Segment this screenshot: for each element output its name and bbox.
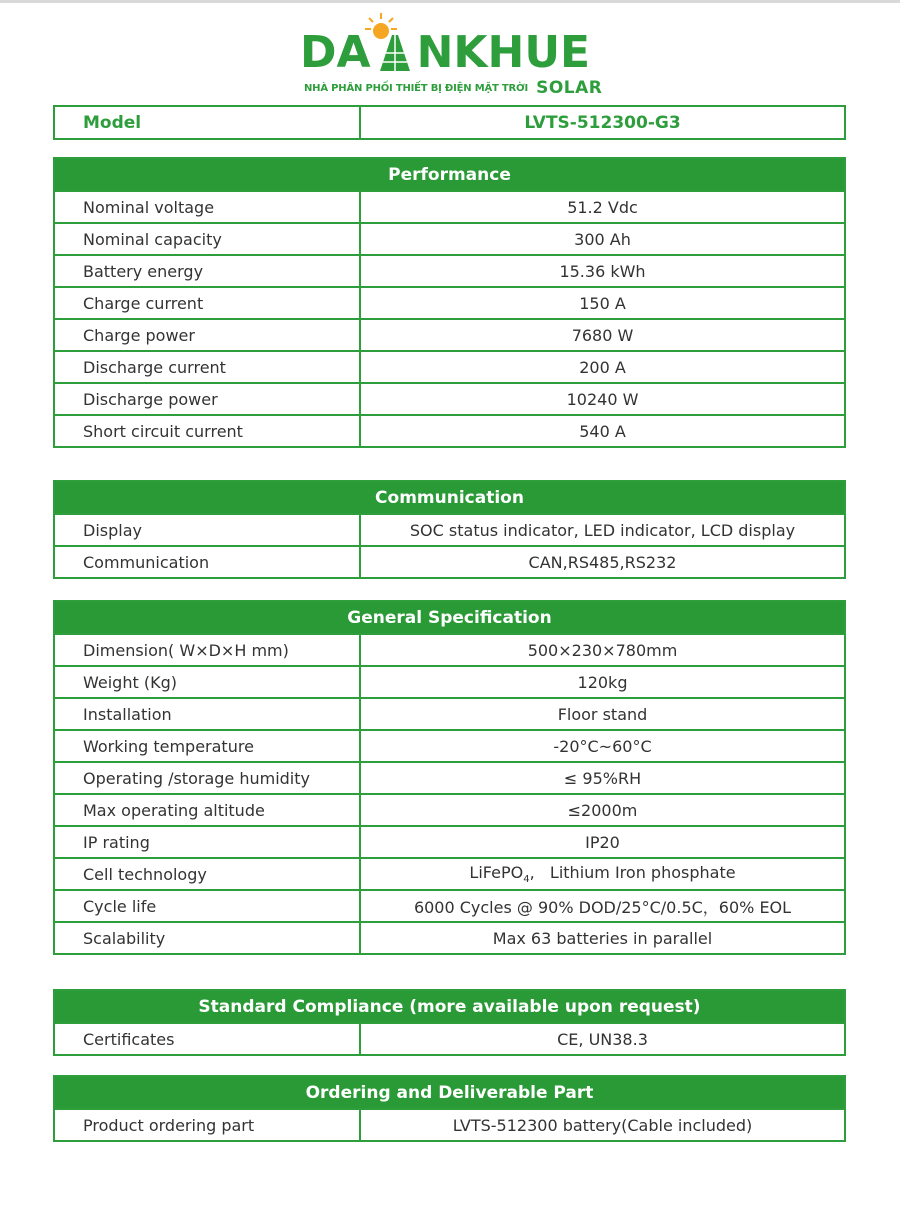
row-value: 300 Ah <box>360 223 845 255</box>
table-row <box>54 415 845 447</box>
row-value: Max 63 batteries in parallel <box>360 922 845 954</box>
row-label: Battery energy <box>54 255 360 287</box>
row-label: Certificates <box>54 1023 360 1055</box>
ordering-header: Ordering and Deliverable Part <box>54 1076 845 1109</box>
row-value: 540 A <box>360 415 845 447</box>
row-label: Cycle life <box>54 890 360 922</box>
row-label: Nominal capacity <box>54 223 360 255</box>
table-row <box>54 287 845 319</box>
row-label: Communication <box>54 546 360 578</box>
table-row <box>54 255 845 287</box>
model-value: LVTS-512300-G3 <box>360 106 845 139</box>
row-value: 6000 Cycles @ 90% DOD/25°C/0.5C，60% EOL <box>360 890 845 922</box>
table-row <box>54 546 845 578</box>
row-value: 500×230×780mm <box>360 634 845 666</box>
brand-left: DA <box>300 27 371 78</box>
table-row <box>54 890 845 922</box>
row-label: Working temperature <box>54 730 360 762</box>
logo <box>0 0 900 100</box>
row-label: Dimension( W×D×H mm) <box>54 634 360 666</box>
table-row <box>54 319 845 351</box>
table-row <box>54 634 845 666</box>
row-value: 150 A <box>360 287 845 319</box>
model-label: Model <box>54 106 360 139</box>
model-row <box>54 106 845 139</box>
cell-tech-subscript: 4 <box>523 874 530 886</box>
performance-table <box>53 157 846 448</box>
row-label: Max operating altitude <box>54 794 360 826</box>
compliance-table <box>53 989 846 1056</box>
tagline-text: NHÀ PHÂN PHỐI THIẾT BỊ ĐIỆN MẶT TRỜI <box>304 82 529 94</box>
general-spec-table <box>53 600 846 955</box>
cell-tech-formula: LiFePO <box>469 862 524 882</box>
table-row <box>54 922 845 954</box>
row-label: Charge current <box>54 287 360 319</box>
row-label: Product ordering part <box>54 1109 360 1141</box>
brand-wordmark <box>300 28 600 78</box>
table-row <box>54 666 845 698</box>
row-value: 10240 W <box>360 383 845 415</box>
performance-header: Performance <box>54 158 845 191</box>
row-label: Discharge current <box>54 351 360 383</box>
row-label: Charge power <box>54 319 360 351</box>
row-value: IP20 <box>360 826 845 858</box>
table-row <box>54 698 845 730</box>
row-label: Short circuit current <box>54 415 360 447</box>
table-row <box>54 383 845 415</box>
row-label: Cell technology <box>54 858 360 890</box>
table-row <box>54 191 845 223</box>
row-label: Scalability <box>54 922 360 954</box>
cell-tech-description: , Lithium Iron phosphate <box>529 862 736 882</box>
row-value: 51.2 Vdc <box>360 191 845 223</box>
row-value: LVTS-512300 battery(Cable included) <box>360 1109 845 1141</box>
table-row <box>54 858 845 890</box>
row-value: 120kg <box>360 666 845 698</box>
row-value: ≤2000m <box>360 794 845 826</box>
table-row <box>54 351 845 383</box>
row-value: 7680 W <box>360 319 845 351</box>
ordering-table <box>53 1075 846 1142</box>
communication-table <box>53 480 846 579</box>
row-value: -20°C~60°C <box>360 730 845 762</box>
model-table <box>53 105 846 140</box>
row-label: Weight (Kg) <box>54 666 360 698</box>
row-value: Floor stand <box>360 698 845 730</box>
tagline-solar: SOLAR <box>536 78 603 98</box>
table-row <box>54 762 845 794</box>
row-label: IP rating <box>54 826 360 858</box>
row-value: CE, UN38.3 <box>360 1023 845 1055</box>
table-row <box>54 794 845 826</box>
brand-right: NKHUE <box>416 27 591 78</box>
row-value: ≤ 95%RH <box>360 762 845 794</box>
table-row <box>54 223 845 255</box>
row-label: Discharge power <box>54 383 360 415</box>
solar-panel-icon <box>372 33 416 73</box>
compliance-header: Standard Compliance (more available upon request) <box>54 990 845 1023</box>
table-row <box>54 730 845 762</box>
row-label: Operating /storage humidity <box>54 762 360 794</box>
general-spec-header: General Specification <box>54 601 845 634</box>
table-row <box>54 1023 845 1055</box>
tagline <box>300 78 603 98</box>
row-value: 200 A <box>360 351 845 383</box>
row-value: 15.36 kWh <box>360 255 845 287</box>
row-label: Installation <box>54 698 360 730</box>
communication-header: Communication <box>54 481 845 514</box>
row-value <box>360 858 845 890</box>
row-label: Display <box>54 514 360 546</box>
row-label: Nominal voltage <box>54 191 360 223</box>
table-row <box>54 514 845 546</box>
table-row <box>54 826 845 858</box>
row-value: CAN,RS485,RS232 <box>360 546 845 578</box>
row-value: SOC status indicator, LED indicator, LCD display <box>360 514 845 546</box>
table-row <box>54 1109 845 1141</box>
